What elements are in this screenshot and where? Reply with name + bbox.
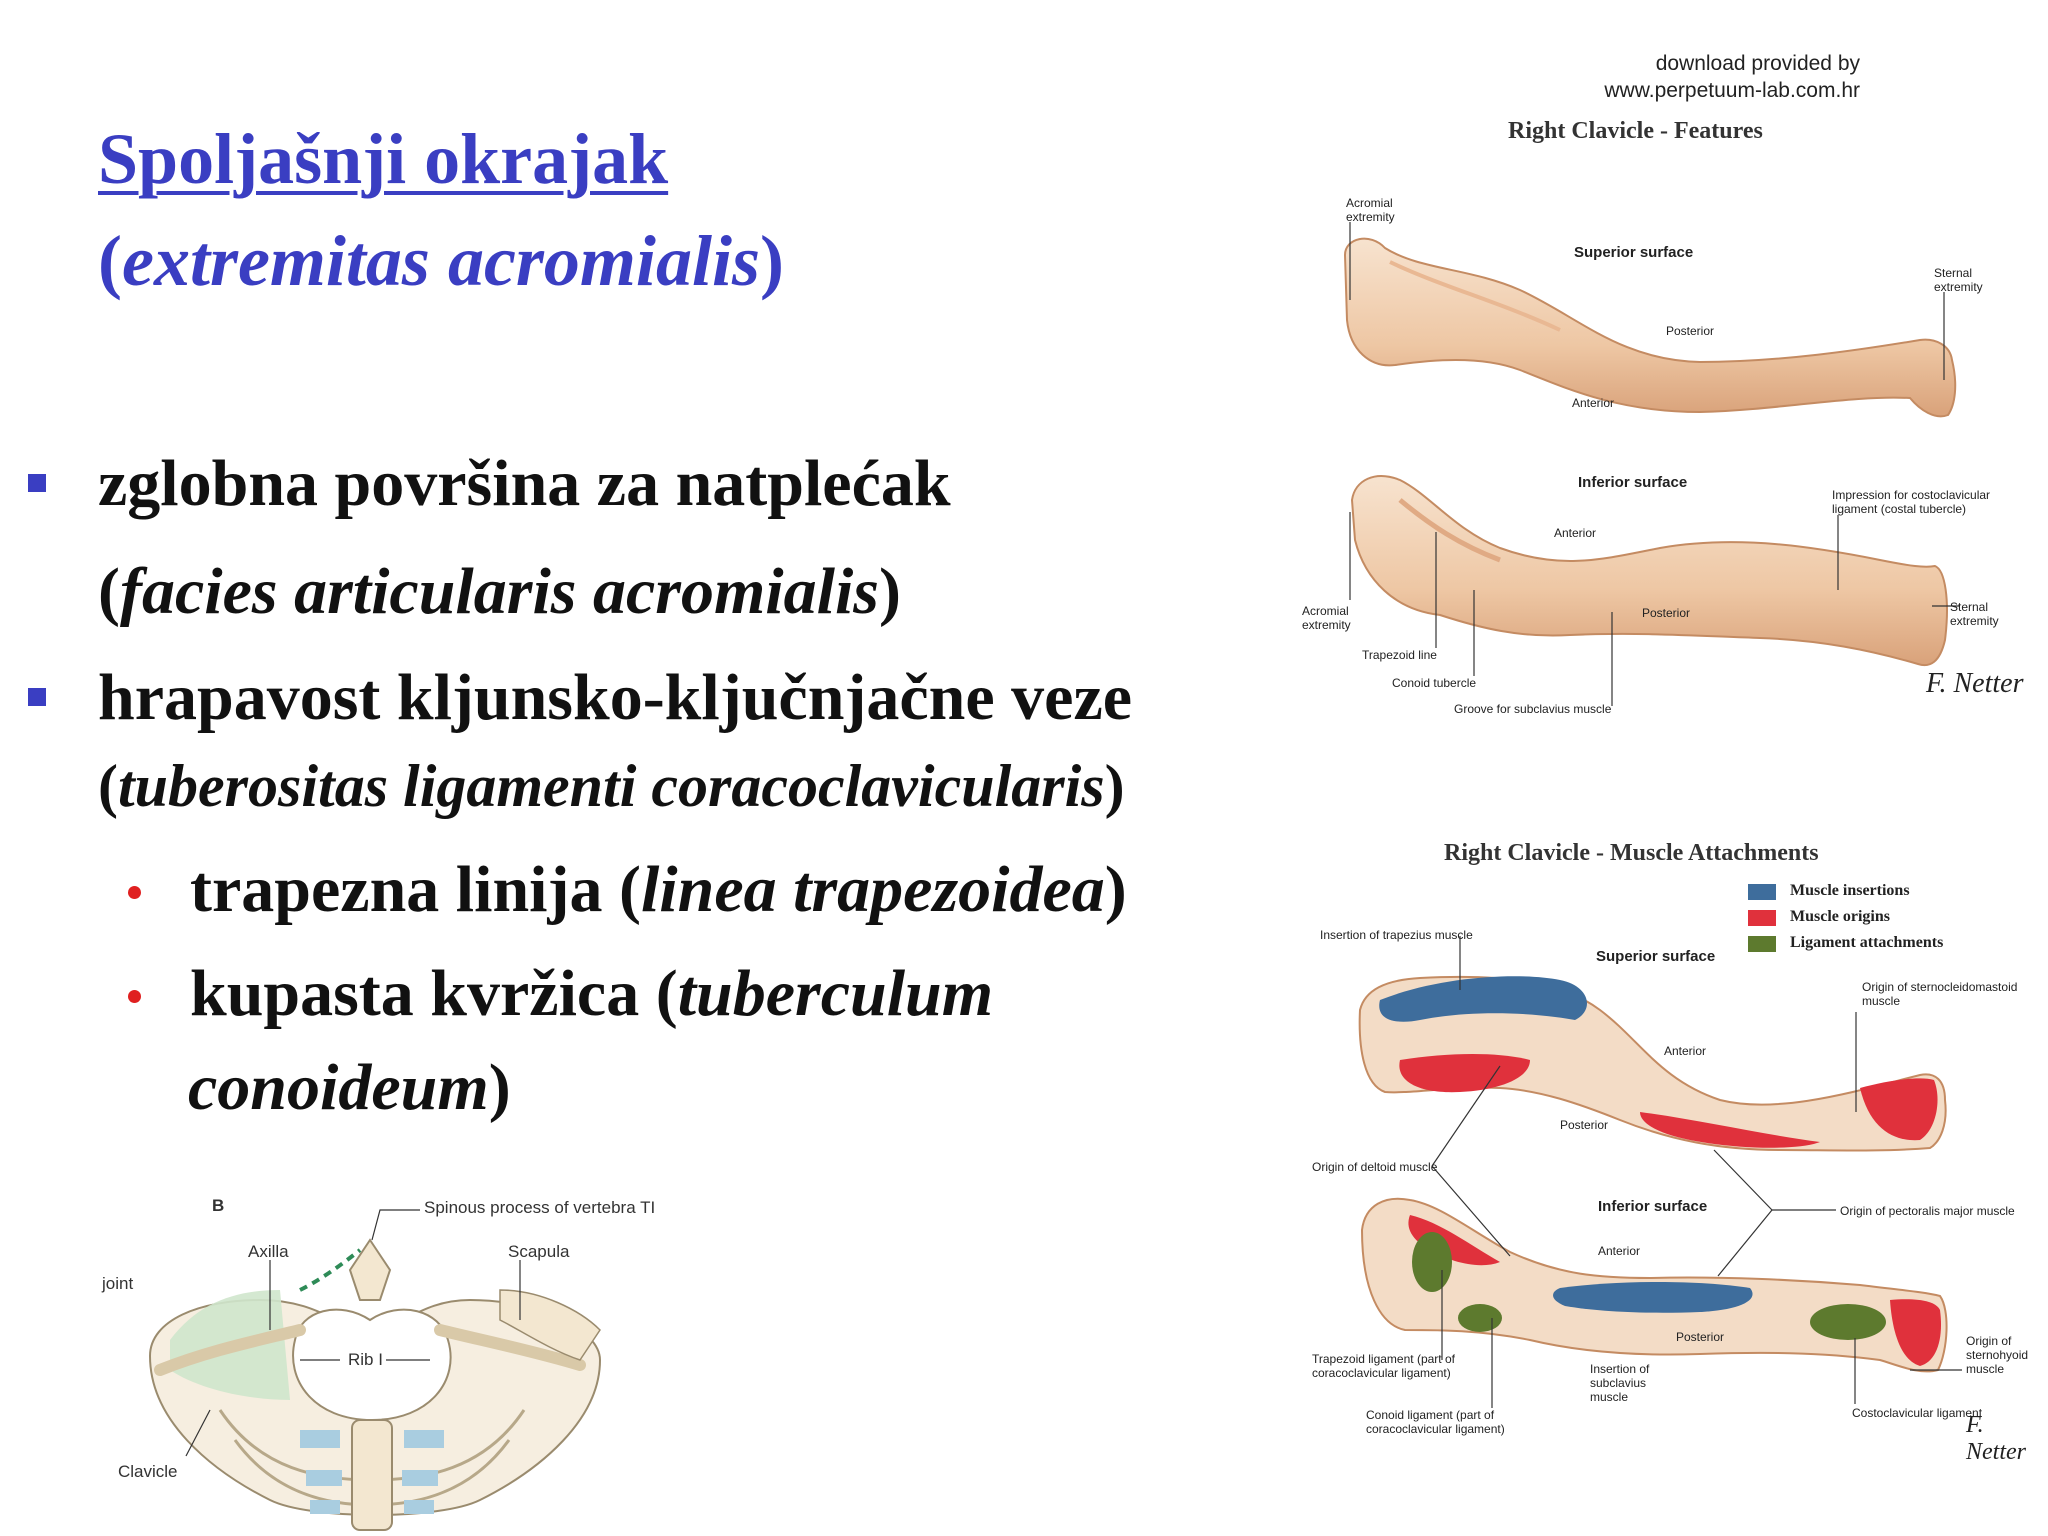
label-muscle-anterior-2: Anterior xyxy=(1598,1244,1641,1258)
netter-signature: F. Netter xyxy=(1926,668,2024,699)
bullet-1-latin: (facies articularis acromialis) xyxy=(98,555,901,628)
slide-subtitle: (extremitas acromialis) xyxy=(98,221,784,301)
label-trapezoid-line: Trapezoid line xyxy=(1362,648,1437,662)
label-inferior-surface: Inferior surface xyxy=(1578,474,1688,491)
label-acromial-extremity: Acromial extremity xyxy=(1346,196,1395,224)
label-muscle-posterior: Posterior xyxy=(1560,1118,1609,1132)
label-insertion-trapezius: Insertion of trapezius muscle xyxy=(1320,928,1473,942)
label-muscle-anterior: Anterior xyxy=(1664,1044,1707,1058)
label-spinous-process: Spinous process of vertebra TI xyxy=(424,1198,656,1217)
thorax-figure-letter: B xyxy=(212,1196,225,1215)
label-conoid-ligament: Conoid ligament (part of coracoclavicular ligament) xyxy=(1366,1408,1505,1436)
label-origin-pectoralis: Origin of pectoralis major muscle xyxy=(1840,1204,2015,1218)
sub-bullet-1: trapezna linija (linea trapezoidea) xyxy=(190,853,1127,926)
label-origin-sternohyoid: Origin of sternohyoid muscle xyxy=(1966,1334,2029,1376)
netter-signature-2: F. Netter xyxy=(1966,1412,2026,1465)
legend-origins: Muscle origins xyxy=(1790,908,1890,925)
label-superior-surface: Superior surface xyxy=(1574,244,1694,261)
label-clavicle: Clavicle xyxy=(118,1462,178,1481)
label-scapula: Scapula xyxy=(508,1242,570,1261)
label-axilla: Axilla xyxy=(248,1242,289,1261)
label-inferior-sternal: Sternal extremity xyxy=(1950,600,1999,628)
subtitle-latin: extremitas acromialis xyxy=(121,221,760,301)
credit-line-1: download provided by xyxy=(1655,52,1860,75)
label-origin-scm: Origin of sternocleidomastoid muscle xyxy=(1862,980,2018,1008)
label-rib-i: Rib I xyxy=(348,1350,383,1369)
label-posterior: Posterior xyxy=(1666,324,1715,338)
muscles-figure-title: Right Clavicle - Muscle Attachments xyxy=(1444,840,1819,866)
sub-bullet-2-cont: conoideum) xyxy=(188,1051,511,1124)
sub-bullet-2: kupasta kvržica (tuberculum xyxy=(190,957,994,1030)
bullet-2-text: hrapavost kljunsko-ključnjačne veze xyxy=(98,661,1133,734)
label-insertion-subclavius: Insertion of subclavius muscle xyxy=(1590,1362,1650,1404)
bullet-2-latin: (tuberositas ligamenti coracoclavicularis) xyxy=(98,753,1125,819)
label-muscle-inferior-surface: Inferior surface xyxy=(1598,1198,1708,1215)
label-joint: joint xyxy=(102,1274,134,1293)
label-origin-deltoid: Origin of deltoid muscle xyxy=(1312,1160,1438,1174)
label-sternal-extremity: Sternal extremity xyxy=(1934,266,1983,294)
credit-line-2: www.perpetuum-lab.com.hr xyxy=(1604,79,1860,102)
label-inferior-acromial: Acromial extremity xyxy=(1302,604,1351,632)
label-inferior-posterior: Posterior xyxy=(1642,606,1691,620)
slide-title: Spoljašnji okrajak xyxy=(98,119,669,199)
bullet-1-text: zglobna površina za natplećak xyxy=(98,447,951,520)
label-muscle-posterior-2: Posterior xyxy=(1676,1330,1725,1344)
label-costoclavicular-ligament: Costoclavicular ligament xyxy=(1852,1406,1983,1420)
label-inferior-anterior: Anterior xyxy=(1554,526,1597,540)
legend-ligaments: Ligament attachments xyxy=(1790,934,1944,951)
label-groove-subclavius: Groove for subclavius muscle xyxy=(1454,702,1612,716)
label-anterior: Anterior xyxy=(1572,396,1615,410)
label-trapezoid-ligament: Trapezoid ligament (part of coracoclavicular ligament) xyxy=(1312,1352,1455,1380)
label-muscle-superior-surface: Superior surface xyxy=(1596,948,1716,965)
legend-insertions: Muscle insertions xyxy=(1790,882,1910,899)
label-conoid-tubercle: Conoid tubercle xyxy=(1392,676,1477,690)
label-impression-costoclavicular: Impression for costoclavicular ligament (costal tubercle) xyxy=(1832,488,1991,516)
features-figure-title: Right Clavicle - Features xyxy=(1508,118,1763,144)
